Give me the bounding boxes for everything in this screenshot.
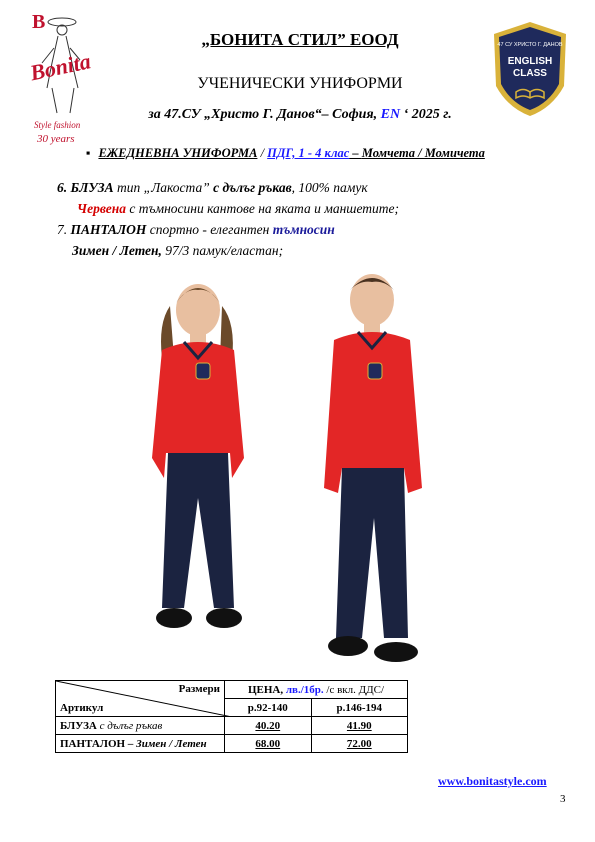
document-subtitle: УЧЕНИЧЕСКИ УНИФОРМИ (197, 75, 403, 92)
logo-years: 30 years (37, 133, 75, 145)
item-6-description: с тъмносини кантове на яката и маншетите; (125, 201, 400, 216)
section-heading (86, 146, 556, 161)
table-corner-cell (56, 681, 225, 717)
row-price-1: 40.20 (225, 717, 312, 735)
uniform-photo (140, 268, 440, 678)
girl-figure (152, 284, 244, 628)
english-class-badge (492, 20, 568, 118)
row-article (56, 735, 225, 753)
bullet-icon: ▪ (86, 146, 91, 160)
price-header (225, 681, 408, 699)
item-6-type: тип „Лакоста” (113, 180, 214, 195)
boy-figure (324, 274, 422, 662)
price-header-a: ЦЕНА, (247, 683, 286, 696)
item-7-style: спортно - елегантен (146, 222, 273, 237)
company-name: „БОНИТА СТИЛ” ЕООД (201, 30, 399, 49)
table-row (56, 735, 408, 753)
table-header-row (56, 681, 408, 699)
size-col-2: р.146-194 (311, 699, 407, 717)
table-row (56, 717, 408, 735)
bonita-logo (22, 8, 102, 148)
row-price-1: 68.00 (225, 735, 312, 753)
school-lang: EN (380, 107, 401, 122)
item-7-line (57, 222, 335, 238)
section-gender: Момчета / Момичета (361, 146, 485, 160)
item-7-color: тъмносин (272, 222, 335, 237)
item-6-material: , 100% памук (291, 180, 368, 195)
item-6-line (57, 180, 368, 196)
row-price-2: 72.00 (311, 735, 407, 753)
item-7-material: 97/3 памук/еластан; (161, 243, 284, 258)
section-grades: ПДГ, 1 - 4 клас (267, 146, 350, 160)
logo-brand: Bonita (27, 48, 93, 86)
item-6-number: 6. БЛУЗА (57, 180, 114, 195)
corner-article-label: Артикул (60, 702, 104, 714)
item-6-color: Червена (77, 201, 126, 216)
row-article (56, 717, 225, 735)
school-prefix: за 47.СУ „Христо Г. Данов“– София, (148, 107, 381, 122)
item-7-name: ПАНТАЛОН (67, 222, 147, 237)
row-price-2: 41.90 (311, 717, 407, 735)
page-number: 3 (560, 793, 566, 805)
price-header-vat: /с вкл. ДДС/ (323, 683, 385, 696)
article-name: ПАНТАЛОН (60, 737, 126, 750)
item-6-color-line (77, 201, 399, 217)
article-note: с дълъг ръкав (96, 719, 163, 732)
section-sep: / (257, 146, 268, 160)
corner-sizes-label: Размери (178, 683, 220, 695)
article-note: – Зимен / Летен (125, 737, 207, 750)
school-suffix: ‘ 2025 г. (400, 107, 452, 122)
price-header-unit: лв./1бр. (285, 683, 324, 696)
price-table (55, 680, 408, 753)
logo-tagline: Style fashion (34, 120, 81, 130)
badge-line1: ENGLISH (507, 56, 553, 67)
section-title: ЕЖЕДНЕВНА УНИФОРМА (98, 146, 258, 160)
section-dash: – (349, 146, 362, 160)
article-name: БЛУЗА (60, 719, 97, 732)
badge-ring-text: 47 СУ ХРИСТО Г. ДАНОВ (497, 42, 563, 48)
item-6-sleeve: с дълъг ръкав (213, 180, 292, 195)
logo-letter: B (32, 11, 46, 33)
badge-line2: CLASS (513, 68, 547, 79)
size-col-1: р.92-140 (225, 699, 312, 717)
item-7-season: Зимен / Летен, (72, 243, 162, 258)
item-7-season-line (72, 243, 283, 259)
school-line (100, 107, 500, 123)
website-link[interactable]: www.bonitastyle.com (438, 774, 547, 788)
item-7-number: 7. (57, 222, 68, 237)
